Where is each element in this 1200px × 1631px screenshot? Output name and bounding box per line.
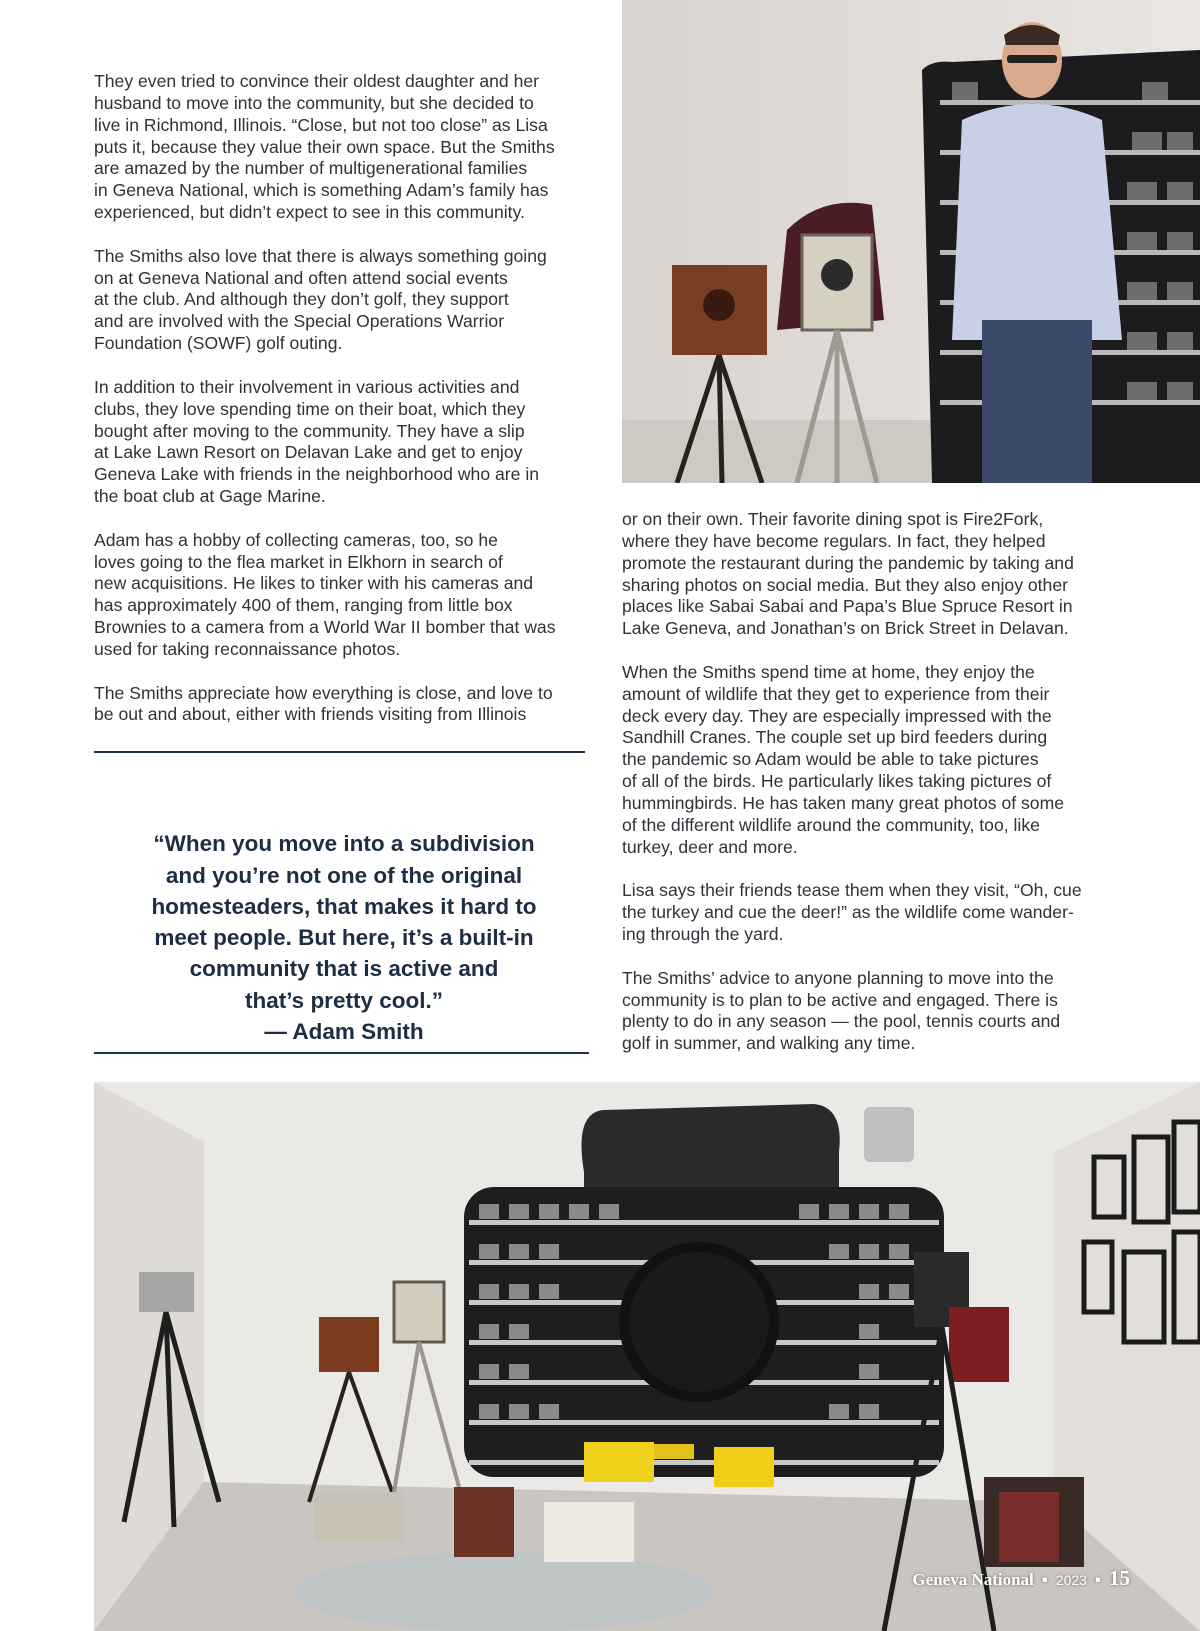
left-article-column — [94, 71, 604, 748]
photo-man-with-cameras — [622, 0, 1200, 483]
footer-separator: ▪ — [1094, 1570, 1101, 1589]
page-number: 15 — [1109, 1566, 1130, 1590]
paragraph: or on their own. Their favorite dining spot is Fire2Fork, where they have become regulars. In fact, they helped promote the restaurant during the pandemic by taking and sharing photos on social media. But they also enjoy other places like Sabai Sabai and Papa’s Blue Spruce Resort in Lake Geneva, and Jonathan’s on Brick Street in Delavan. — [622, 509, 1074, 639]
pull-quote-bottom-rule — [94, 1052, 589, 1054]
pull-quote-top-rule — [94, 751, 585, 753]
photo-camera-collection-room — [94, 1082, 1200, 1631]
paragraph: Adam has a hobby of collecting cameras, too, so he loves going to the flea market in Elkhorn in search of new acquisitions. He likes to tinker with his cameras and has approximately 400 of them, ranging from little box Brownies to a camera from a World War II bomber that was used for taking reconnaissance photos. — [94, 529, 556, 659]
paragraph: Lisa says their friends tease them when they visit, “Oh, cue the turkey and cue the deer!” as the wildlife come wander- ing through the yard. — [622, 880, 1082, 945]
pull-quote-text: “When you move into a subdivision and you’re not one of the original homesteaders, that makes it hard to meet people. But here, it’s a built-in community that is active and that’s pretty cool.” — [151, 831, 537, 1013]
paragraph: The Smiths also love that there is always something going on at Geneva National and often attend social events at the club. And although they don’t golf, they support and are involved with the Special Operations Warrior Foundation (SOWF) golf outing. — [94, 245, 547, 354]
top-photo — [622, 0, 1200, 483]
paragraph: They even tried to convince their oldest daughter and her husband to move into the community, but she decided to live in Richmond, Illinois. “Close, but not too close” as Lisa puts it, because they value their own space. But the Smiths are amazed by the number of multigenerational families in Geneva National, which is something Adam’s family has experienced, but didn’t expect to see in this community. — [94, 71, 555, 223]
publication-name: Geneva National — [912, 1570, 1034, 1589]
bottom-photo — [94, 1082, 1200, 1631]
paragraph: The Smiths’ advice to anyone planning to move into the community is to plan to be active and engaged. There is plenty to do in any season — the pool, tennis courts and golf in summer, and walking any time. — [622, 967, 1061, 1054]
footer-separator: ▪ — [1041, 1570, 1048, 1589]
publication-year: 2023 — [1055, 1572, 1087, 1588]
right-article-column — [622, 509, 1142, 1077]
page-footer — [912, 1566, 1130, 1591]
paragraph: In addition to their involvement in various activities and clubs, they love spending time on their boat, which they bought after moving to the community. They have a slip at Lake Lawn Resort on Delavan Lake and get to enjoy Geneva Lake with friends in the neighborhood who are in the boat club at Gage Marine. — [94, 376, 540, 507]
pull-quote — [94, 797, 594, 1079]
paragraph: When the Smiths spend time at home, they enjoy the amount of wildlife that they get to experience from their deck every day. They are especially impressed with the Sandhill Cranes. The couple set up bird feeders during the pandemic so Adam would be able to take pictures of all of the birds. He particularly likes taking pictures of hummingbirds. He has taken many great photos of some of the different wildlife around the community, too, like turkey, deer and more. — [622, 661, 1065, 857]
paragraph: The Smiths appreciate how everything is close, and love to be out and about, either with friends visiting from Illinois — [94, 682, 553, 725]
pull-quote-attribution: — Adam Smith — [264, 1019, 424, 1045]
